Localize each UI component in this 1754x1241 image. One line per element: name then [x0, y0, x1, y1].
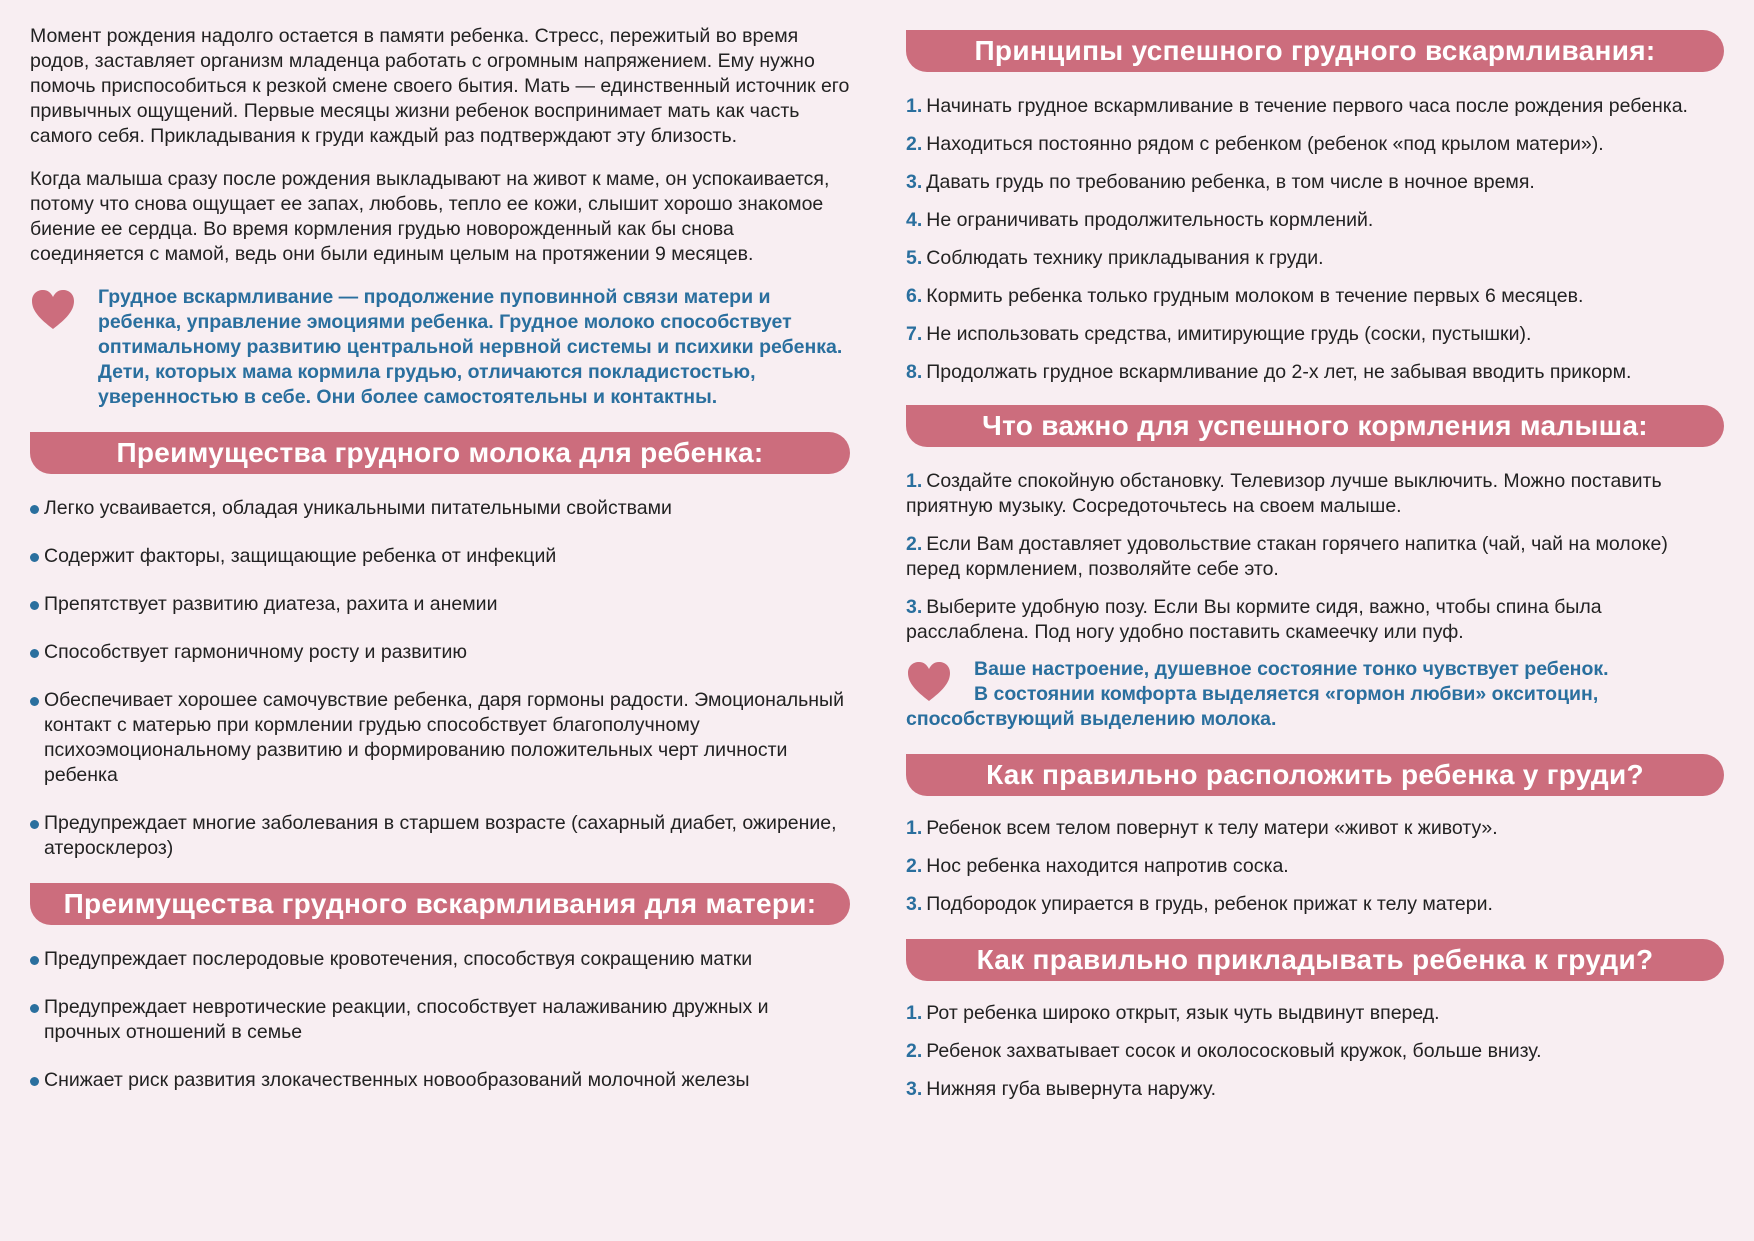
- list-item: Снижает риск развития злокачественных новообразований молочной железы: [30, 1068, 850, 1093]
- list-item: 2. Ребенок захватывает сосок и околососковый кружок, больше внизу.: [906, 1040, 1542, 1062]
- mother-benefits-banner: [30, 883, 850, 925]
- latch-banner: [906, 939, 1724, 981]
- bullet-dot-icon: [30, 1004, 39, 1013]
- principles-title: Принципы успешного грудного вскармливания:: [974, 35, 1656, 66]
- principles-list: [906, 94, 1724, 385]
- bullet-dot-icon: [30, 505, 39, 514]
- list-item: 2. Нос ребенка находится напротив соска.: [906, 855, 1289, 877]
- list-item: Обеспечивает хорошее самочувствие ребенка, даря гормоны радости. Эмоциональный контакт с матерью при кормлении грудью способствует благополучному психоэмоциональному развитию и формированию положительных черт личности ребенка: [30, 688, 850, 788]
- bullet-dot-icon: [30, 1077, 39, 1086]
- list-item: Предупреждает многие заболевания в старшем возрасте (сахарный диабет, ожирение, атеросклероз): [30, 811, 850, 861]
- right-column: [906, 0, 1724, 1102]
- important-list: [906, 469, 1724, 645]
- list-item: 6. Кормить ребенка только грудным молоком в течение первых 6 месяцев.: [906, 285, 1584, 307]
- list-item: 4. Не ограничивать продолжительность кормлений.: [906, 209, 1374, 231]
- list-item: Способствует гармоничному росту и развитию: [30, 640, 850, 665]
- bullet-dot-icon: [30, 956, 39, 965]
- list-item: 3. Подбородок упирается в грудь, ребенок прижат к телу матери.: [906, 893, 1493, 915]
- list-item: 7. Не использовать средства, имитирующие грудь (соски, пустышки).: [906, 323, 1532, 345]
- list-item: 1. Ребенок всем телом повернут к телу матери «живот к животу».: [906, 817, 1498, 839]
- child-benefits-list: [30, 496, 850, 861]
- bullet-dot-icon: [30, 553, 39, 562]
- right-highlight-line-1: Ваше настроение, душевное состояние тонко чувствует ребенок.: [974, 658, 1609, 680]
- list-item: 3. Давать грудь по требованию ребенка, в том числе в ночное время.: [906, 171, 1535, 193]
- latch-list: [906, 1001, 1724, 1102]
- mother-benefits-title: Преимущества грудного вскармливания для матери:: [63, 888, 817, 919]
- bullet-dot-icon: [30, 649, 39, 658]
- list-item: Легко усваивается, обладая уникальными питательными свойствами: [30, 496, 850, 521]
- heart-icon: [906, 659, 952, 705]
- latch-title: Как правильно прикладывать ребенка к груди?: [976, 944, 1654, 975]
- list-item: 1. Рот ребенка широко открыт, язык чуть выдвинут вперед.: [906, 1002, 1440, 1024]
- important-banner: [906, 405, 1724, 447]
- list-item: Предупреждает послеродовые кровотечения, способствуя сокращению матки: [30, 947, 850, 972]
- list-item: 2. Находиться постоянно рядом с ребенком (ребенок «под крылом матери»).: [906, 133, 1604, 155]
- intro-paragraph-2: Когда малыша сразу после рождения выкладывают на живот к маме, он успокаивается, потому что снова ощущает ее запах, любовь, тепло ее кожи, слышит хорошо знакомое биение ее сердца. Во время кормления грудью новорожденный как бы снова соединяется с мамой, ведь они были единым целым на протяжении 9 месяцев.: [30, 168, 830, 265]
- right-highlight-line-3: способствующий выделению молока.: [906, 708, 1277, 730]
- list-item: Предупреждает невротические реакции, способствует налаживанию дружных и прочных отношений в семье: [30, 995, 850, 1045]
- list-item: 3. Нижняя губа вывернута наружу.: [906, 1078, 1217, 1100]
- bullet-dot-icon: [30, 697, 39, 706]
- important-title: Что важно для успешного кормления малыша:: [982, 410, 1648, 441]
- list-item: 1. Начинать грудное вскармливание в течение первого часа после рождения ребенка.: [906, 95, 1688, 117]
- position-banner: [906, 754, 1724, 796]
- mother-benefits-list: [30, 947, 850, 1093]
- list-item: 3. Выберите удобную позу. Если Вы кормите сидя, важно, чтобы спина была расслаблена. Под ногу удобно поставить скамеечку или пуф.: [906, 596, 1602, 643]
- bullet-dot-icon: [30, 601, 39, 610]
- highlight-text: Грудное вскармливание — продолжение пуповинной связи матери и ребенка, управление эмоциями ребенка. Грудное молоко способствует оптимальному развитию центральной нервной системы и психики ребенка. Дети, которых мама кормила грудью, отличаются покладистостью, уверенностью в себе. Они более самостоятельны и контактны.: [98, 286, 843, 408]
- left-column: [30, 0, 850, 1093]
- child-benefits-title: Преимущества грудного молока для ребенка:: [116, 437, 764, 468]
- list-item: 8. Продолжать грудное вскармливание до 2-х лет, не забывая вводить прикорм.: [906, 361, 1632, 383]
- highlight-block: [30, 285, 850, 410]
- right-highlight-line-2: В состоянии комфорта выделяется «гормон любви» окситоцин,: [974, 683, 1599, 705]
- list-item: 1. Создайте спокойную обстановку. Телевизор лучше выключить. Можно поставить приятную музыку. Сосредоточьтесь на своем малыше.: [906, 470, 1662, 517]
- list-item: 5. Соблюдать технику прикладывания к груди.: [906, 247, 1324, 269]
- principles-banner: [906, 30, 1724, 72]
- list-item: Препятствует развитию диатеза, рахита и анемии: [30, 592, 850, 617]
- list-item: 2. Если Вам доставляет удовольствие стакан горячего напитка (чай, чай на молоке) перед кормлением, позволяйте себе это.: [906, 533, 1668, 580]
- list-item: Содержит факторы, защищающие ребенка от инфекций: [30, 544, 850, 569]
- position-list: [906, 816, 1724, 917]
- right-highlight-block: [906, 657, 1724, 732]
- heart-icon: [30, 287, 76, 333]
- intro-paragraph-1: Момент рождения надолго остается в памяти ребенка. Стресс, пережитый во время родов, заставляет организм младенца работать с огромным напряжением. Ему нужно помочь приспособиться к резкой смене своего бытия. Мать — единственный источник его привычных ощущений. Первые месяцы жизни ребенок воспринимает мать как часть самого себя. Прикладывания к груди каждый раз подтверждают эту близость.: [30, 25, 850, 147]
- bullet-dot-icon: [30, 820, 39, 829]
- child-benefits-banner: [30, 432, 850, 474]
- position-title: Как правильно расположить ребенка у груди?: [986, 759, 1644, 790]
